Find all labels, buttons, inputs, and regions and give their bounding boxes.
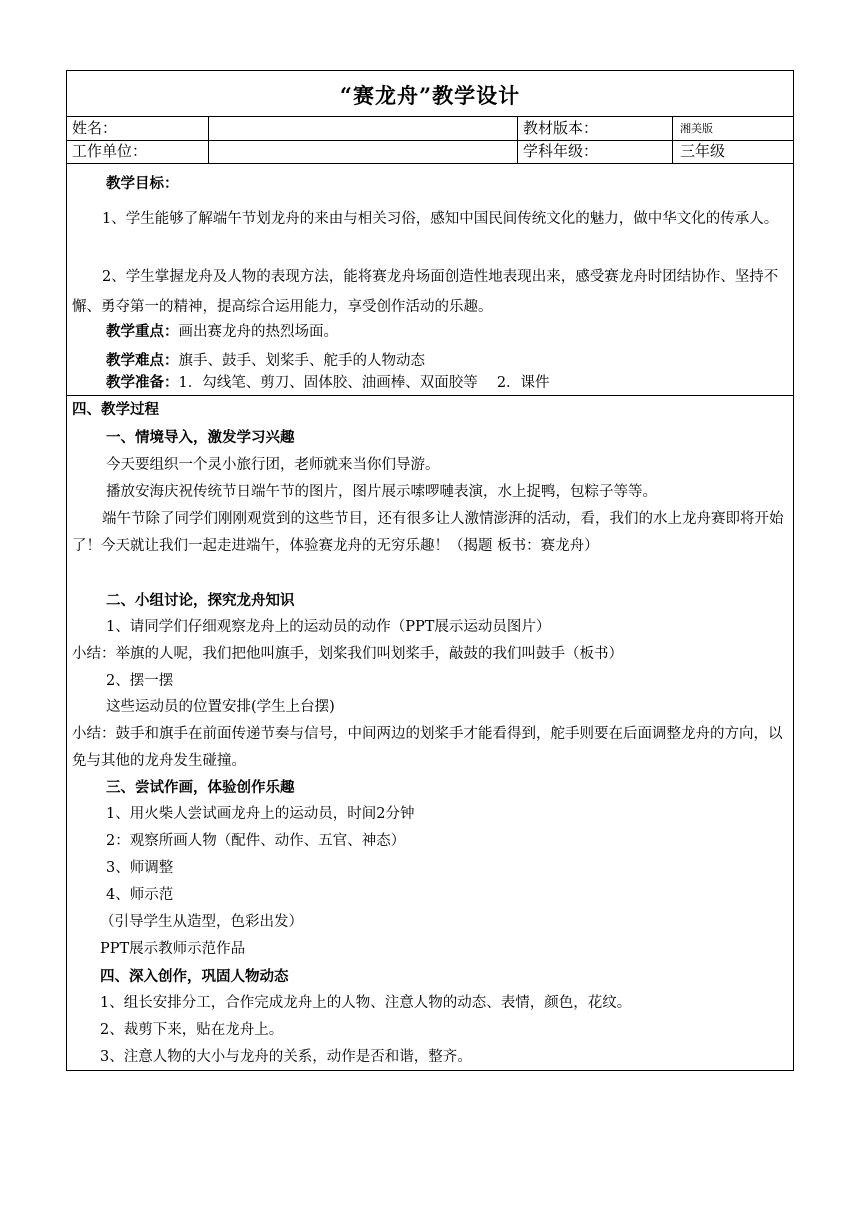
difficult-point-label: 教学难点： <box>106 352 179 369</box>
section-title: 四、深入创作，巩固人物动态 <box>100 968 289 985</box>
key-point <box>106 318 338 346</box>
table-rule <box>672 116 673 163</box>
paragraph: 这些运动员的位置安排(学生上台摆) <box>106 699 335 715</box>
paragraph: 2、裁剪下来，贴在龙舟上。 <box>100 1022 284 1038</box>
paragraph: 小结：举旗的人呢，我们把他叫旗手，划桨我们叫划桨手，敲鼓的我们叫鼓手（板书） <box>72 646 623 662</box>
table-rule <box>208 116 209 163</box>
paragraph: （引导学生从造型，色彩出发） <box>100 914 303 930</box>
grade-value: 三年级 <box>680 142 726 160</box>
page-title: “赛龙舟”教学设计 <box>339 83 521 108</box>
key-point-text: 画出赛龙舟的热烈场面。 <box>178 324 338 340</box>
table-rule <box>517 116 518 163</box>
table-rule <box>66 116 794 117</box>
section-title: 一、情境导入，激发学习兴趣 <box>106 429 295 446</box>
paragraph: 1、用火柴人尝试画龙舟上的运动员，时间2分钟 <box>106 806 415 822</box>
paragraph: 播放安海庆祝传统节日端午节的图片，图片展示嗦啰嗹表演，水上捉鸭，包粽子等等。 <box>106 484 657 500</box>
preparation-label: 教学准备： <box>106 374 179 391</box>
paragraph: 小结：鼓手和旗手在前面传递节奏与信号，中间两边的划桨手才能看得到，舵手则要在后面调整龙舟的方向，以免与其他的龙舟发生碰撞。 <box>72 726 783 769</box>
paragraph: PPT展示教师示范作品 <box>100 941 246 957</box>
paragraph: 1、组长安排分工，合作完成龙舟上的人物、注意人物的动态、表情，颜色，花纹。 <box>100 995 632 1011</box>
edition-label: 教材版本： <box>523 119 599 137</box>
edition-value: 湘美版 <box>680 122 713 135</box>
objective-item: 1、学生能够了解端午节划龙舟的来由与相关习俗，感知中国民间传统文化的魅力，做中华文化的传承人。 <box>102 211 779 227</box>
paragraph: 3、注意人物的大小与龙舟的关系，动作是否和谐，整齐。 <box>100 1049 472 1065</box>
preparation-text: 1．勾线笔、剪刀、固体胶、油画棒、双面胶等 2．课件 <box>178 375 550 391</box>
paragraph: 3、师调整 <box>106 860 174 876</box>
paragraph: 2：观察所画人物（配件、动作、五官、神态） <box>106 833 406 849</box>
table-rule <box>66 163 794 164</box>
paragraph: 端午节除了同学们刚刚观赏到的这些节目，还有很多让人激情澎湃的活动，看，我们的水上龙舟赛即将开始了！今天就让我们一起走进端午，体验赛龙舟的无穷乐趣！（揭题 板书：赛龙舟） <box>72 511 784 554</box>
difficult-point-text: 旗手、鼓手、划桨手、舵手的人物动态 <box>178 353 425 369</box>
preparation <box>106 369 550 397</box>
unit-label: 工作单位： <box>72 142 148 160</box>
paragraph: 今天要组织一个灵小旅行团，老师就来当你们导游。 <box>106 457 440 473</box>
section-title: 二、小组讨论，探究龙舟知识 <box>106 592 295 609</box>
section-title: 三、尝试作画，体验创作乐趣 <box>106 779 295 796</box>
name-label: 姓名： <box>72 119 118 137</box>
paragraph: 4、师示范 <box>106 887 174 903</box>
paragraph: 1、请同学们仔细观察龙舟上的运动员的动作（PPT展示运动员图片） <box>106 619 551 635</box>
paragraph: 2、摆一摆 <box>106 673 174 689</box>
key-point-label: 教学重点： <box>106 323 179 340</box>
objective-item: 2、学生掌握龙舟及人物的表现方法，能将赛龙舟场面创造性地表现出来，感受赛龙舟时团结协作、坚持不懈、勇夺第一的精神，提高综合运用能力，享受创作活动的乐趣。 <box>72 269 779 315</box>
process-heading: 四、教学过程 <box>72 401 159 418</box>
objectives-heading: 教学目标： <box>106 175 179 192</box>
grade-label: 学科年级： <box>523 142 599 160</box>
